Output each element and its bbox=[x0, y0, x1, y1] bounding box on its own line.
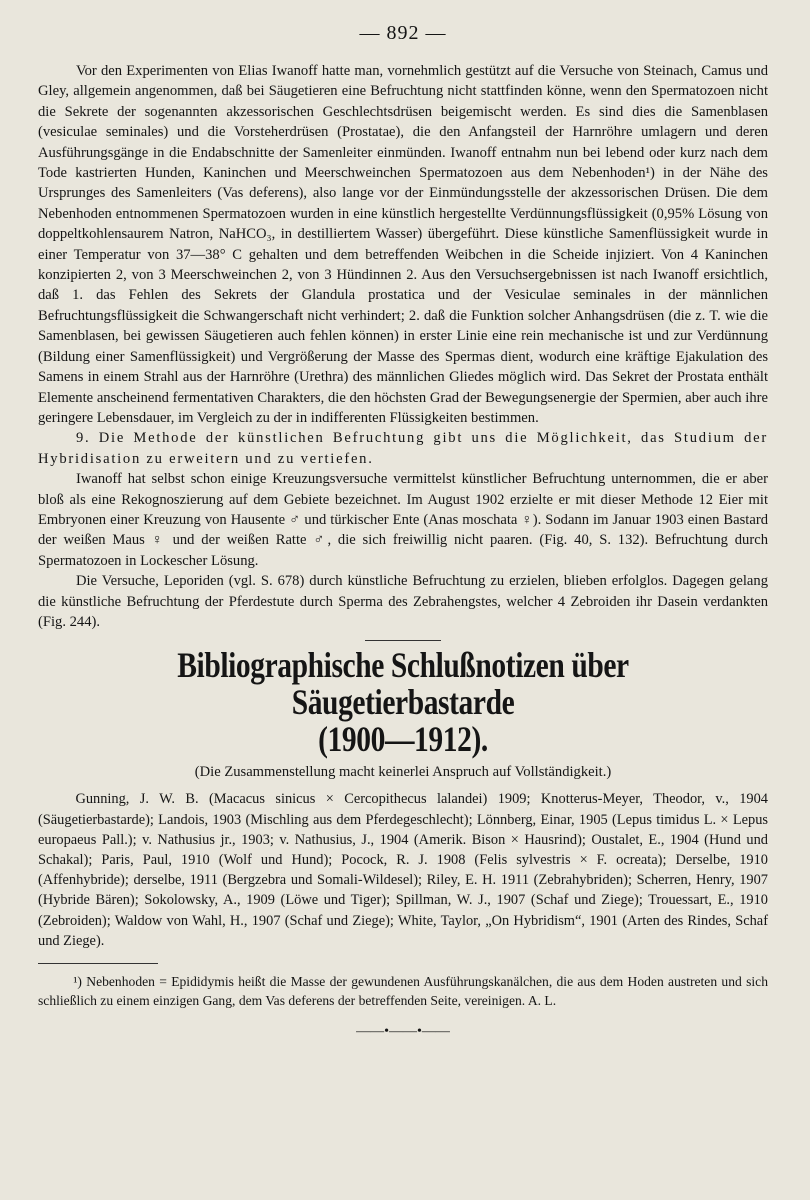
footnote-nebenhoden: ¹) Nebenhoden = Epididymis heißt die Masse der gewundenen Ausführungskanälchen, die aus dem Hoden austreten und sich schließlich zu einem einzigen Gang, dem Vas deferens der betreffenden Seite, vereinigen. A. L. bbox=[38, 974, 768, 1008]
paragraph-leporiden-zebroiden: Die Versuche, Leporiden (vgl. S. 678) durch künstliche Befruchtung zu erzielen, blieben erfolglos. Dagegen gelang die künstliche Befruchtung der Pferdestute durch Sperma des Zebrahengstes, welcher 4 Zebroiden ihr Dasein verdankten (Fig. 244). bbox=[38, 573, 768, 630]
section-title-line1: Bibliographische Schlußnotizen über Säugetierbastarde bbox=[177, 645, 629, 723]
paragraph-method-hybridisation: 9. Die Methode der künstlichen Befruchtung gibt uns die Möglichkeit, das Studium der Hybridisation zu erweitern und zu vertiefen. bbox=[38, 430, 768, 467]
bibliography-list: Gunning, J. W. B. (Macacus sinicus × Cercopithecus lalandei) 1909; Knotterus-Meyer, Theodor, v., 1904 (Säugetierbastarde); Landois, 1903 (Mischling aus dem Pferdegeschlecht); Lönnberg, Einar, 1905 (Lepus timidus L. × Lepus europaeus Pall.); v. Nathusius jr., 1903; v. Nathusius, J., 1904 (Amerik. Bison × Hausrind); Oustalet, E., 1904 (Hund und Schakal); Paris, Paul, 1910 (Wolf und Hund); Pocock, R. J. 1908 (Felis sylvestris × F. ocreata); Derselbe, 1910 (Affenhybride); derselbe, 1911 (Bergzebra und Somali-Wildesel); Riley, E. H. 1911 (Zebrahybriden); Scherren, Henry, 1907 (Hybride Bären); Sokolowsky, A., 1909 (Löwe und Tiger); Spillman, W. J., 1907 (Schaf und Ziege); Trouessart, E., 1910 (Zebroiden); Waldow von Wahl, H., 1907 (Schaf und Ziege); White, Taylor, „On Hybridism“, 1901 (Arten des Rindes, Schaf und Ziege). bbox=[38, 791, 768, 949]
footnote-divider bbox=[38, 963, 158, 964]
section-subtitle: (Die Zusammenstellung macht keinerlei Anspruch auf Vollständigkeit.) bbox=[194, 764, 612, 781]
page-number: — 892 — bbox=[359, 22, 447, 44]
section-divider bbox=[365, 640, 441, 641]
paragraph-iwanoff-experiments: Vor den Experimenten von Elias Iwanoff hatte man, vornehmlich gestützt auf die Versuche von Steinach, Camus und Gley, allgemein angenommen, daß bei Säugetieren eine Befruchtung nicht stattfinden könne, wenn den Spermatozoen nicht die Sekrete der sogenannten akzessorischen Geschlechtsdrüsen beigemischt werden. Es sind dies die Samenblasen (vesiculae seminales) und die Vorsteherdrüsen (Prostatae), die den Anfangsteil der Harnröhre umlagern und deren Ausführungsgänge in die Endabschnitte der Samenleiter einmünden. Iwanoff entnahm nun bei lebend oder kurz nach dem Tode kastrierten Hunden, Kaninchen und Meerschweinchen Spermatozoen aus dem Nebenhoden¹) in der Nähe des Ursprunges des Samenleiters (Vas deferens), also lange vor der Einmündungsstelle der akzessorischen Drüsen. Die dem Nebenhoden entnommenen Spermatozoen wurden in eine künstlich hergestellte Verdünnungsflüssigkeit (0,95% Lösung von doppeltkohlensaurem Natron, NaHCO₃, in destilliertem Wasser) übergeführt. Diese künstliche Samenflüssigkeit wurde in einer Temperatur von 37—38° C gehalten und dem betreffenden Weibchen in die Scheide injiziert. Von 4 Kaninchen konzipierten 2, von 3 Meerschweinchen 2, von 3 Hündinnen 2. Aus den Versuchsergebnissen ist nach Iwanoff ersichtlich, daß 1. das Fehlen des Sekrets der Glandula prostatica und der Vesiculae seminales in der männlichen Befruchtungsflüssigkeit die Schwangerschaft nicht verhindert; 2. daß die Funktion solcher Anhangsdrüsen (die z. T. wie die Samenblasen, bei gewissen Säugetieren auch fehlen können) in erster Linie eine rein mechanische ist und zur Verdünnung (Bildung einer Samenflüssigkeit) und Vergrößerung der Masse des Spermas dient, wodurch eine kräftige Ejakulation des Samens in einem Strahl aus der Harnröhre (Urethra) des männlichen Gliedes möglich wird. Das Sekret der Prostata enthält Elemente anscheinend fermentativen Charakters, die den höchsten Grad der Bewegungsenergie der Spermien, aber auch ihre geringere Lebensdauer, im Vergleich zu der in indifferenten Flüssigkeiten bestimmen. bbox=[38, 63, 768, 426]
closing-ornament: ——•——•—— bbox=[356, 1024, 450, 1039]
paragraph-crossing-experiments: Iwanoff hat selbst schon einige Kreuzungsversuche vermittelst künstlicher Befruchtung unternommen, die er aber bloß als eine Rekognoszierung auf dem Gebiete bezeichnet. Im August 1902 erzielte er mit dieser Methode 12 Eier mit Embryonen einer Kreuzung von Hausente ♂ und türkischer Ente (Anas moschata ♀). Sodann im Januar 1903 einen Bastard der weißen Maus ♀ und der weißen Ratte ♂, die sich freiwillig nicht paaren. (Fig. 40, S. 132). Befruchtung durch Spermatozoen in Lockescher Lösung. bbox=[38, 471, 768, 569]
section-title-line2: (1900—1912). bbox=[318, 719, 488, 760]
section-title bbox=[104, 647, 703, 758]
